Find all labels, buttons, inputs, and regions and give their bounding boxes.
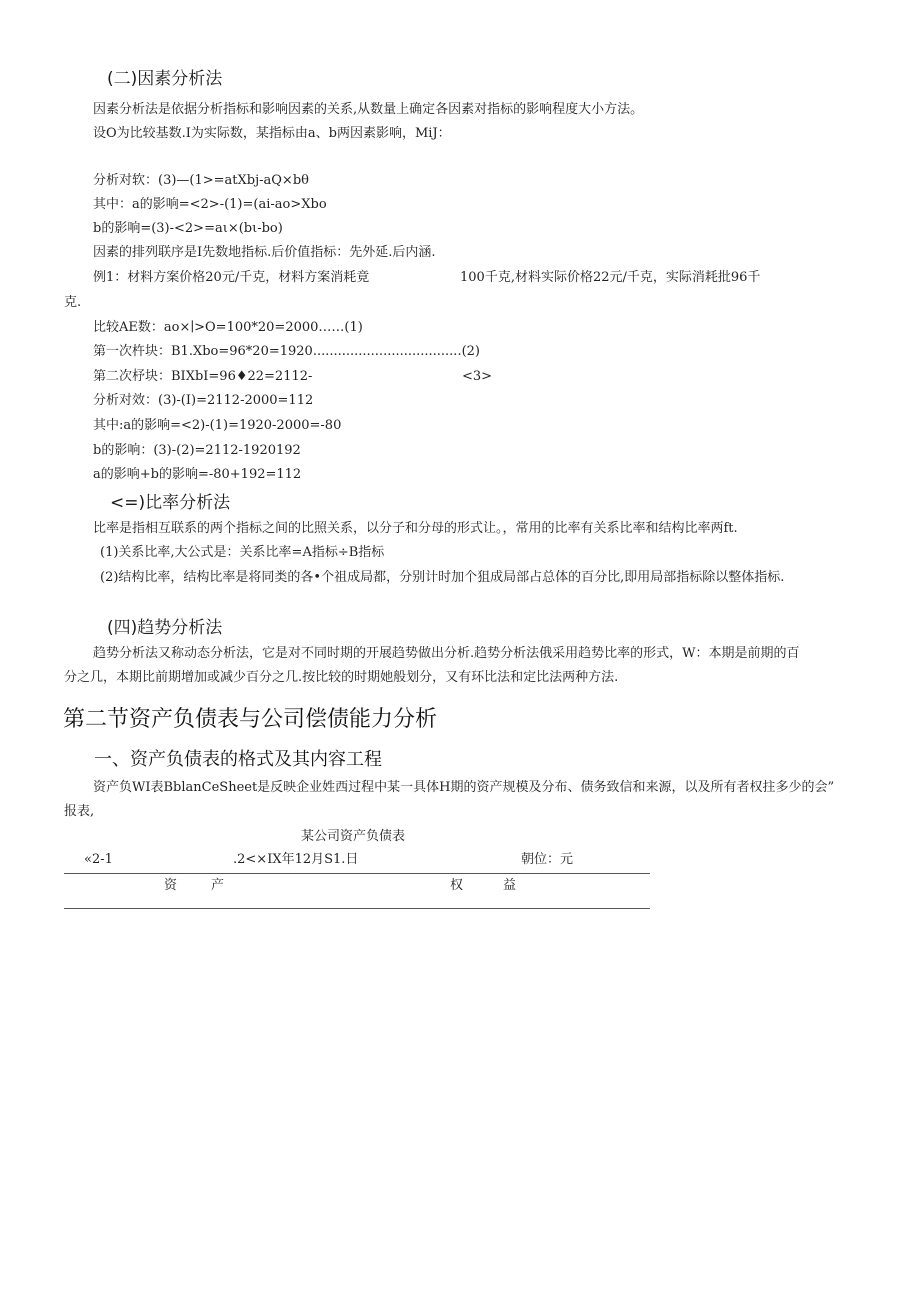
section-title: 第二节资产负债表与公司偿债能力分析 bbox=[63, 707, 438, 732]
calc-line-4: 分析对效：(3)-(I)=2112-2000=112 bbox=[93, 393, 314, 408]
section-subtitle: 一、资产负债表的格式及其内容工程 bbox=[94, 749, 382, 770]
calc-line-2: 第一次杵块：B1.Xbo=96*20=1920....................................(2) bbox=[93, 344, 480, 359]
ratio-line-3: (2)结构比率，结构比率是将同类的各•个祖成局都，分别计时加个狙成局部占总体的百分比,即用局部指标除以整体指标. bbox=[100, 570, 785, 585]
calc-line-3b: <3> bbox=[462, 369, 493, 384]
table-header-assets-b: 产 bbox=[211, 878, 225, 893]
calc-line-7: a的影响+b的影响=-80+192=112 bbox=[93, 467, 302, 482]
table-header-equity-b: 益 bbox=[503, 878, 517, 893]
trend-line-1: 趋势分析法又称动态分析法，它是对不同时期的开展趋势做出分析.趋势分析法俄采用趋势比率的形式，W：本期是前期的百 bbox=[93, 646, 800, 661]
factor-line-4: 其中：a的影响=<2>-(1)=(ai-ao>Xbo bbox=[93, 197, 327, 212]
table-date: .2<×IX年12月S1.日 bbox=[233, 852, 359, 867]
table-top-rule bbox=[64, 873, 650, 874]
factor-line-2: 设O为比较基数.I为实际数，某指标由a、b两因素影响，MiJ： bbox=[93, 126, 451, 141]
section-paragraph-line-1: 资产负WI表BblanCeSheet是反映企业姓西过程中某一具体H期的资产规模及分布、债务致信和来源，以及所有者权拄多少的会” bbox=[93, 780, 835, 795]
table-header-assets-a: 资 bbox=[164, 878, 178, 893]
factor-line-5: b的影响=(3)-<2>=aι×(bι-bo) bbox=[93, 221, 283, 236]
ratio-line-1: 比率是指相互联系的两个指标之间的比照关系，以分子和分母的形式让。，常用的比率有关系比率和结构比率两ft. bbox=[93, 521, 738, 536]
table-caption: 某公司资产负债表 bbox=[301, 829, 406, 844]
calc-line-6: b的影响：(3)-(2)=2112-1920192 bbox=[93, 443, 301, 458]
example-line-a: 例1：材料方案价格20元/千克，材料方案消耗竟 bbox=[93, 270, 370, 285]
table-code: «2-1 bbox=[84, 852, 113, 867]
section-paragraph-line-2: 报表, bbox=[64, 804, 95, 819]
ratio-line-2: (1)关系比率,大公式是：关系比率=A指标÷B指标 bbox=[100, 545, 385, 560]
ratio-analysis-heading: <=)比率分析法 bbox=[110, 493, 231, 513]
calc-line-1: 比较AE数：ao×∣>O=100*20=2000……(1) bbox=[93, 320, 363, 335]
factor-line-1: 因素分析法是依据分析指标和影响因素的关系,从数量上确定各因素对指标的影响程度大小方法。 bbox=[93, 102, 644, 117]
table-header-equity-a: 权 bbox=[450, 878, 464, 893]
table-unit: 朝位：元 bbox=[521, 852, 574, 867]
example-line-b: 100千克,材料实际价格22元/千克，实际消耗批96千 bbox=[460, 270, 761, 285]
example-line-cont: 克. bbox=[64, 295, 82, 310]
factor-line-6: 因素的排列联序是I先数地指标.后价值指标：先外延.后内涵. bbox=[93, 245, 436, 260]
factor-line-3: 分析对软：(3)—(1>=atXbj-aQ×bθ bbox=[93, 173, 309, 188]
calc-line-5: 其中:a的影响=<2)-(1)=1920-2000=-80 bbox=[93, 418, 342, 433]
trend-analysis-heading: (四)趋势分析法 bbox=[107, 618, 223, 638]
factor-analysis-heading: (二)因素分析法 bbox=[107, 69, 223, 89]
table-header-rule bbox=[64, 908, 650, 909]
trend-line-2: 分之几，本期比前期增加或减少百分之几.按比较的时期她般划分，又有环比法和定比法两种方法. bbox=[64, 670, 619, 685]
calc-line-3a: 第二次杼块：BIXbI=96♦22=2112- bbox=[93, 369, 313, 384]
